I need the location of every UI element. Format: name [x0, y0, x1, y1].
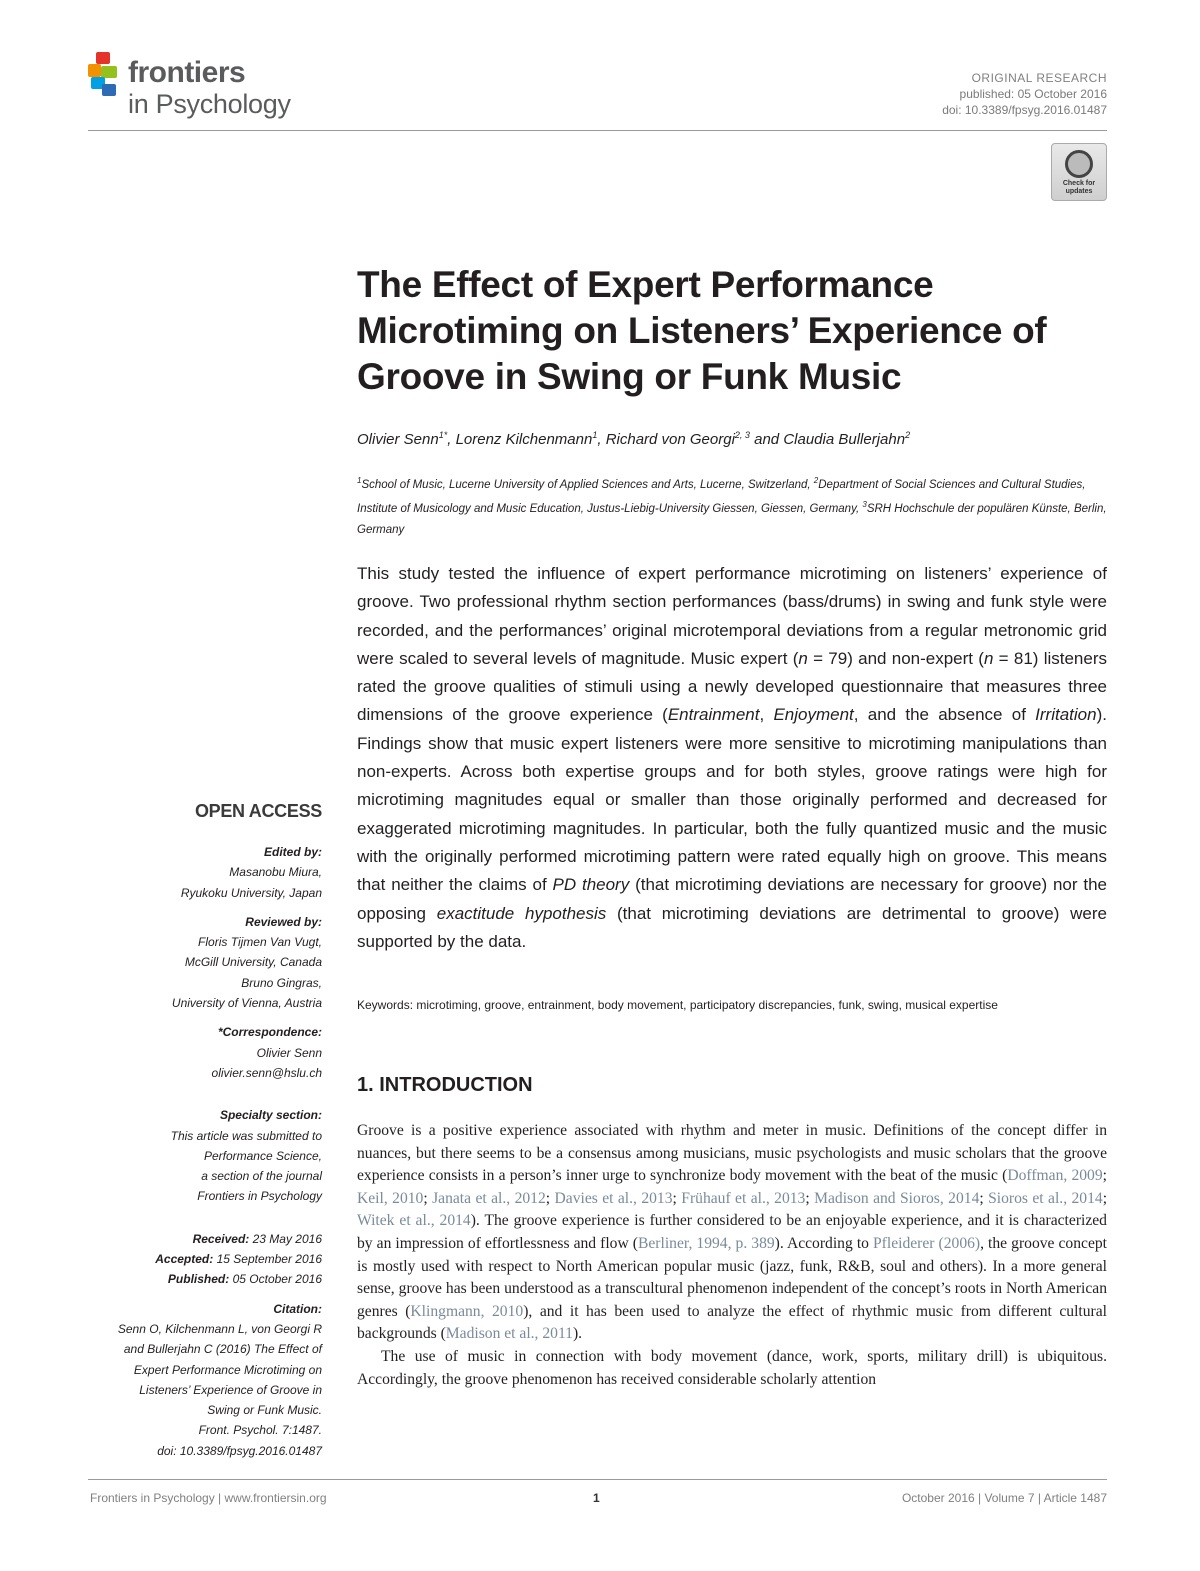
sidebar-block [82, 842, 322, 903]
author-separator: , [447, 431, 456, 448]
author-list [357, 430, 1117, 448]
sidebar-date-row [82, 1229, 322, 1249]
sidebar-line: Bruno Gingras, [241, 975, 322, 990]
keywords-label: Keywords: [357, 998, 414, 1012]
author-affiliation-mark: 2, 3 [734, 430, 750, 440]
abstract-text: ). Findings show that music expert listeners were more sensitive to microtiming manipulations than non-experts. Across both expertise groups and for both styles, groove ratings were high for microtiming magnitudes equal or smaller than those originally performed and decreased for exaggerated microtiming magnitudes. In particular, both the fully quantized music and the music with the originally performed microtiming pattern were rated equally high on groove. This means that neither the claims of [357, 705, 1107, 895]
sidebar-line: Floris Tijmen Van Vugt, [198, 935, 322, 950]
body-text-run: ). The groove experience is further considered to be an enjoyable experience, and it is characterized by an impression of effortlessness and flow ( [357, 1212, 1107, 1252]
sidebar-line: Masanobu Miura, [229, 865, 322, 880]
sidebar-block [82, 1105, 322, 1206]
sidebar-line: Front. Psychol. 7:1487. [198, 1423, 322, 1438]
author-separator: and [749, 431, 784, 448]
body-paragraph [357, 1120, 1107, 1346]
author-affiliation-mark: 1 [592, 430, 598, 440]
journal-name-line2: in Psychology [128, 89, 291, 119]
author-name[interactable]: Olivier Senn [357, 431, 439, 448]
body-text-run: Groove is a positive experience associated with rhythm and meter in music. Definitions of the concept differ in nuances, but there seems to be a consensus among musicians, music psychologists and music scholars that the groove experience consists in a person’s inner urge to synchronize body movement with the beat of the music ( [357, 1122, 1107, 1185]
abstract-text: = 79) and non-expert ( [807, 648, 984, 668]
sidebar-block [82, 1229, 322, 1290]
citation-link[interactable]: Madison et al., 2011 [445, 1325, 573, 1343]
sidebar-heading: Edited by: [263, 845, 322, 859]
correspondence-email[interactable]: olivier.senn@hslu.ch [211, 1065, 322, 1080]
sidebar-line: McGill University, Canada [184, 955, 322, 970]
sidebar-line: Frontiers in Psychology [197, 1189, 322, 1204]
keywords [357, 995, 1109, 1015]
body-text-run: ). [572, 1325, 583, 1343]
section-heading-introduction: 1. INTRODUCTION [357, 1074, 533, 1096]
author-name[interactable]: Richard von Georgi [605, 431, 735, 448]
body-text-run: ; [805, 1189, 815, 1207]
author-affiliation-mark: 2 [905, 430, 911, 440]
citation-link[interactable]: Witek et al., 2014 [357, 1212, 471, 1230]
sidebar-block [82, 912, 322, 1013]
abstract-emphasis: exactitude hypothesis [436, 903, 607, 923]
sidebar-date-value: 23 May 2016 [249, 1231, 322, 1246]
frontiers-logo-icon [88, 52, 128, 100]
affiliation-mark: 3 [862, 500, 867, 510]
abstract-text: (that microtiming deviations are necessary for groove) nor the opposing [357, 875, 1107, 923]
sidebar-block [82, 1299, 322, 1461]
body-text [357, 1120, 1107, 1391]
sidebar-line: Expert Performance Microtiming on [133, 1362, 322, 1377]
logo-block-0 [96, 52, 110, 64]
author-separator: , [597, 431, 606, 448]
abstract-text: This study tested the influence of expert performance microtiming on listeners’ experience of groove. Two professional rhythm section performances (bass/drums) in swing and funk style were recorded, and the performances’ original microtemporal deviations from a regular metronomic grid were scaled to several levels of magnitude. Music expert ( [357, 564, 1107, 668]
published-date: published: 05 October 2016 [959, 87, 1107, 101]
sidebar-heading: Specialty section: [219, 1108, 322, 1123]
article-info-sidebar [82, 800, 322, 1470]
keywords-list: microtiming, groove, entrainment, body movement, participatory discrepancies, funk, swing, musical expertise [413, 998, 998, 1012]
doi-link[interactable]: doi: 10.3389/fpsyg.2016.01487 [942, 103, 1107, 117]
open-access-label: OPEN ACCESS [194, 801, 322, 821]
sidebar-date-label: Accepted: [155, 1252, 214, 1267]
citation-link[interactable]: Frühauf et al., 2013 [681, 1189, 806, 1207]
citation-link[interactable]: Klingmann, 2010 [410, 1302, 524, 1320]
sidebar-date-row [82, 1249, 322, 1269]
abstract-text: , [759, 705, 774, 725]
citation-link[interactable]: Berliner, 1994, p. 389 [637, 1234, 775, 1252]
abstract-emphasis: PD theory [552, 875, 630, 895]
affiliation-mark: 1 [357, 476, 362, 485]
abstract-text: , and the absence of [853, 705, 1036, 725]
abstract-emphasis: n [798, 648, 808, 668]
body-text-run: ; [672, 1189, 682, 1207]
body-text-run: ; [1102, 1167, 1107, 1185]
sidebar-date-label: Published: [167, 1272, 230, 1287]
body-text-run: The use of music in connection with body movement (dance, work, sports, military drill) is ubiquitous. Accordingly, the groove phenomenon has received considerable scholarly attention [357, 1347, 1107, 1388]
sidebar-line: Performance Science, [203, 1148, 322, 1163]
check-updates-icon [1065, 150, 1093, 178]
sidebar-heading: *Correspondence: [217, 1025, 322, 1040]
citation-link[interactable]: Sioros et al., 2014 [988, 1189, 1103, 1207]
affiliation-mark: 2 [813, 476, 819, 485]
author-affiliation-mark: 1* [438, 430, 448, 440]
body-text-run: ), and it has been used to analyze the effect of rhythmic music from different cultural backgrounds ( [357, 1302, 1107, 1343]
logo-block-4 [102, 84, 116, 96]
abstract-emphasis: Irritation [1035, 705, 1097, 725]
body-text-run: ; [1102, 1189, 1108, 1207]
sidebar-line: Swing or Funk Music. [207, 1403, 322, 1418]
abstract-emphasis: Entrainment [667, 705, 760, 725]
sidebar-date-value: 15 September 2016 [213, 1252, 322, 1267]
abstract-text: (that microtiming deviations are detrimental to groove) were supported by the data. [357, 903, 1107, 951]
sidebar-line: doi: 10.3389/fpsyg.2016.01487 [157, 1443, 322, 1458]
body-text-run: , the groove concept is mostly used with respect to North American popular music (jazz, funk, R&B, soul and others). In a more general sense, groove has been understood as a transcultural phenomenon independent of the concept’s roots in North American genres ( [357, 1234, 1107, 1320]
footer-divider [88, 1479, 1107, 1480]
sidebar-line: Olivier Senn [256, 1045, 322, 1060]
body-text-run: ). According to [774, 1234, 873, 1252]
article-title: The Effect of Expert Performance Microtiming on Listeners’ Experience of Groove in Swing or Funk Music [357, 264, 1047, 397]
journal-logo[interactable] [88, 52, 318, 122]
affiliations [357, 471, 1117, 540]
check-updates-label: Check for updates [1062, 180, 1096, 195]
affiliation-text: Department of Social Sciences and Cultural Studies, Institute of Musicology and Music Education, Justus-Liebig-University Giessen, Giessen, Germany, [357, 478, 1086, 516]
author-name[interactable]: Lorenz Kilchenmann [455, 431, 593, 448]
page-number: 1 [593, 1491, 600, 1505]
article-type: ORIGINAL RESEARCH [971, 71, 1107, 85]
body-text-run: ; [545, 1189, 555, 1207]
citation-link[interactable]: Davies et al., 2013 [554, 1189, 673, 1207]
sidebar-date-value: 05 October 2016 [229, 1272, 322, 1287]
sidebar-line: University of Vienna, Austria [171, 996, 322, 1011]
abstract-text: = 81) listeners rated the groove qualities of stimuli using a newly developed questionnaire that measures three dimensions of the groove experience ( [357, 648, 1108, 725]
check-for-updates-button[interactable] [1051, 143, 1107, 201]
affiliation-text: School of Music, Lucerne University of Applied Sciences and Arts, Lucerne, Switzerland, [361, 478, 814, 491]
sidebar-line: Senn O, Kilchenmann L, von Georgi R [117, 1321, 322, 1336]
citation-link[interactable]: Doffman, 2009 [1007, 1167, 1103, 1185]
body-paragraph [357, 1346, 1107, 1391]
sidebar-heading: Reviewed by: [245, 914, 322, 929]
footer-journal-link[interactable]: Frontiers in Psychology | www.frontiersin.org [90, 1491, 327, 1505]
citation-link[interactable]: Pfleiderer (2006) [873, 1234, 981, 1252]
citation-link[interactable]: Janata et al., 2012 [432, 1189, 546, 1207]
abstract-emphasis: Enjoyment [773, 705, 854, 725]
abstract [357, 560, 1107, 956]
logo-block-1 [88, 64, 101, 77]
logo-block-2 [101, 66, 117, 78]
sidebar-date-label: Received: [192, 1231, 250, 1246]
footer-issue-info: October 2016 | Volume 7 | Article 1487 [901, 1491, 1107, 1505]
sidebar-line: This article was submitted to [170, 1128, 322, 1143]
sidebar-heading: Citation: [273, 1301, 322, 1316]
sidebar-line: a section of the journal [201, 1169, 322, 1184]
sidebar-date-row [82, 1269, 322, 1289]
citation-link[interactable]: Madison and Sioros, 2014 [814, 1189, 980, 1207]
citation-link[interactable]: Keil, 2010 [357, 1189, 424, 1207]
affiliation-text: SRH Hochschule der populären Künste, Berlin, Germany [357, 503, 1107, 536]
sidebar-line: Listeners’ Experience of Groove in [139, 1382, 322, 1397]
sidebar-block [82, 1022, 322, 1083]
body-text-run: ; [979, 1189, 989, 1207]
abstract-emphasis: n [983, 648, 994, 668]
journal-name-line1: frontiers [128, 56, 246, 89]
body-text-run: ; [423, 1189, 433, 1207]
sidebar-line: Ryukoku University, Japan [180, 885, 322, 900]
author-name[interactable]: Claudia Bullerjahn [783, 431, 906, 448]
sidebar-line: and Bullerjahn C (2016) The Effect of [123, 1342, 322, 1357]
header-divider [88, 130, 1107, 131]
article-meta [942, 70, 1107, 118]
